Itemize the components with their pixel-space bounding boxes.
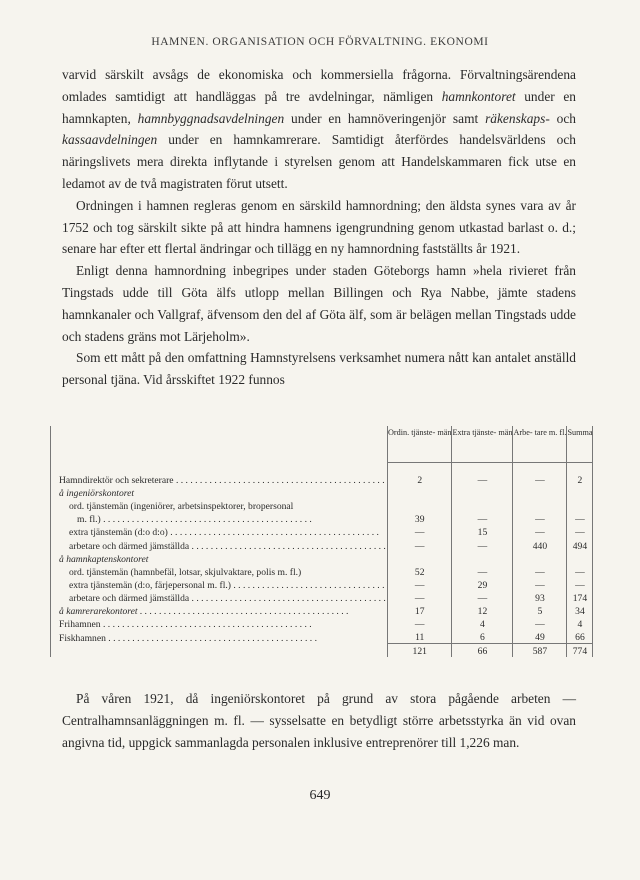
cell: 52 bbox=[388, 565, 452, 578]
cell: 494 bbox=[567, 538, 593, 551]
cell: 5 bbox=[513, 604, 567, 617]
term-hamnbyggnadsavdelningen: hamnbyggnadsavdelningen bbox=[137, 110, 285, 126]
table-row bbox=[51, 538, 593, 551]
cell bbox=[567, 552, 593, 565]
paragraph-2: Ordningen i hamnen regleras genom en särskild hamnordning; den äldsta synes vara av år 1752 och tog särskilt sikte på att hindra hamnens igengrundning genom utkastad barlast o. d.; senare har efter ett flertal ändringar och tillägg en ny hamnordning fastställts år 1921. bbox=[62, 197, 576, 257]
cell: 66 bbox=[567, 630, 593, 644]
cell: — bbox=[452, 473, 513, 486]
cell bbox=[567, 499, 593, 512]
cell: 440 bbox=[513, 538, 567, 551]
cell: — bbox=[452, 512, 513, 525]
row-label: ord. tjänstemän (hamnbefäl, lotsar, skjulvaktare, polis m. fl.) bbox=[69, 566, 302, 578]
cell bbox=[388, 486, 452, 499]
running-header: HAMNEN. ORGANISATION OCH FÖRVALTNING. EKONOMI bbox=[151, 36, 489, 48]
paragraph-1 bbox=[62, 64, 576, 195]
text-run: under en hamnöveringenjör samt bbox=[284, 110, 486, 126]
table-row bbox=[51, 525, 593, 538]
cell: 4 bbox=[567, 617, 593, 630]
table-row bbox=[51, 473, 593, 486]
closing-text bbox=[62, 688, 576, 753]
header-ordin: Ordin. tjänste- män bbox=[388, 426, 452, 463]
header-summa: Summa bbox=[567, 426, 593, 463]
cell: 11 bbox=[388, 630, 452, 644]
cell bbox=[388, 552, 452, 565]
cell: — bbox=[452, 538, 513, 551]
cell: — bbox=[388, 538, 452, 551]
cell: — bbox=[513, 578, 567, 591]
header-extra: Extra tjänste- män bbox=[452, 426, 513, 463]
cell: — bbox=[513, 525, 567, 538]
text-run: under en hamnkapten, bbox=[62, 88, 576, 126]
cell: 17 bbox=[388, 604, 452, 617]
term-hamnkontoret: hamnkontoret bbox=[441, 88, 516, 104]
row-label: arbetare och därmed jämställda . . . bbox=[59, 541, 388, 552]
cell: — bbox=[388, 525, 452, 538]
cell: — bbox=[567, 578, 593, 591]
table-row bbox=[51, 604, 593, 617]
row-label: m. fl.) . . . bbox=[59, 514, 312, 525]
cell: 34 bbox=[567, 604, 593, 617]
cell bbox=[452, 552, 513, 565]
row-label: ord. tjänstemän (ingeniörer, arbetsinspektorer, bropersonal bbox=[69, 501, 294, 513]
cell: — bbox=[388, 617, 452, 630]
body-text bbox=[62, 64, 576, 391]
cell: 49 bbox=[513, 630, 567, 644]
cell bbox=[513, 486, 567, 499]
cell: 2 bbox=[388, 473, 452, 486]
sum-cell: 587 bbox=[513, 644, 567, 658]
paragraph-5: På våren 1921, då ingeniörskontoret på grund av stora pågående arbeten — Centralhamnsanläggningen m. fl. — sysselsatte en betydligt större arbetsstyrka än vid ovan angivna tid, uppgick sammanlagda personalen inklusive entreprenörer till 1,226 man. bbox=[62, 691, 576, 750]
text-run: varvid särskilt avsågs de ekonomiska och kommersiella frågorna. Förvaltningsärendena omlades samtidigt att handläggas på tre avdelningar, nämligen bbox=[62, 67, 576, 104]
row-label: Frihamnen . . . bbox=[59, 619, 312, 630]
table-row bbox=[51, 499, 593, 512]
table-header-blank bbox=[51, 426, 388, 463]
row-label: Fiskhamnen . . . bbox=[59, 633, 317, 644]
cell: — bbox=[567, 512, 593, 525]
row-label: Hamndirektör och sekreterare . . . bbox=[59, 475, 385, 486]
row-label: å kamrerarekontoret . . . bbox=[59, 606, 349, 617]
text-run: och bbox=[549, 110, 576, 126]
cell bbox=[513, 499, 567, 512]
cell: — bbox=[513, 565, 567, 578]
cell: — bbox=[513, 617, 567, 630]
cell bbox=[567, 486, 593, 499]
term-rakenskaps: räkenskaps- bbox=[485, 110, 550, 126]
table-row bbox=[51, 552, 593, 565]
cell: — bbox=[388, 591, 452, 604]
table-row bbox=[51, 512, 593, 525]
table-row bbox=[51, 630, 593, 644]
sum-cell: 121 bbox=[388, 644, 452, 658]
row-label: extra tjänstemän (d:o d:o) . . . bbox=[59, 527, 379, 538]
cell: — bbox=[513, 473, 567, 486]
cell bbox=[452, 486, 513, 499]
cell: — bbox=[452, 591, 513, 604]
cell bbox=[452, 499, 513, 512]
cell: — bbox=[513, 512, 567, 525]
cell: 12 bbox=[452, 604, 513, 617]
personnel-table bbox=[50, 426, 593, 657]
cell: 15 bbox=[452, 525, 513, 538]
row-label: arbetare och därmed jämställda . . . bbox=[59, 593, 388, 604]
cell bbox=[388, 499, 452, 512]
row-section-label: å ingeniörskontoret bbox=[59, 488, 135, 500]
sum-cell: 66 bbox=[452, 644, 513, 658]
cell: 29 bbox=[452, 578, 513, 591]
term-kassaavdelningen: kassaavdelningen bbox=[62, 132, 158, 148]
sum-cell: 774 bbox=[567, 644, 593, 658]
text-run: under en hamnkamrerare. Samtidigt återfördes handelsvärldens och näringslivets mera direkta inflytande i styrelsen genom att Handelskammaren fick utse en ledamot av de två magistraten förut utsett. bbox=[62, 132, 576, 191]
cell: — bbox=[567, 565, 593, 578]
cell: 6 bbox=[452, 630, 513, 644]
cell: 174 bbox=[567, 591, 593, 604]
cell: 4 bbox=[452, 617, 513, 630]
table-row bbox=[51, 591, 593, 604]
page-number: 649 bbox=[309, 788, 331, 803]
cell: — bbox=[567, 525, 593, 538]
cell: 93 bbox=[513, 591, 567, 604]
row-section-label: å hamnkaptenskontoret bbox=[59, 553, 149, 565]
table-sum-row bbox=[51, 644, 593, 658]
row-label: extra tjänstemän (d:o, färjepersonal m. fl.) . . . bbox=[59, 580, 388, 591]
cell bbox=[513, 552, 567, 565]
paragraph-4: Som ett mått på den omfattning Hamnstyrelsens verksamhet numera nått kan antalet anställd personal tjäna. Vid årsskiftet 1922 funnos bbox=[62, 350, 576, 388]
header-arbetare: Arbe- tare m. fl. bbox=[513, 426, 567, 463]
cell: — bbox=[452, 565, 513, 578]
paragraph-3: Enligt denna hamnordning inbegripes under staden Göteborgs hamn »hela rivieret från Tingstads udde till Göta älfs utlopp mellan Billingen och Rya Nabbe, jämte stadens hamnkanaler och Vallgraf, äfvensom den del af Göta älf, som är belägen mellan Tingstads udde och stadens gräns mot Lärjeholm». bbox=[62, 263, 576, 344]
table-row bbox=[51, 486, 593, 499]
table-row bbox=[51, 578, 593, 591]
cell: 39 bbox=[388, 512, 452, 525]
table-row bbox=[51, 617, 593, 630]
cell: — bbox=[388, 578, 452, 591]
table-row bbox=[51, 565, 593, 578]
cell: 2 bbox=[567, 473, 593, 486]
